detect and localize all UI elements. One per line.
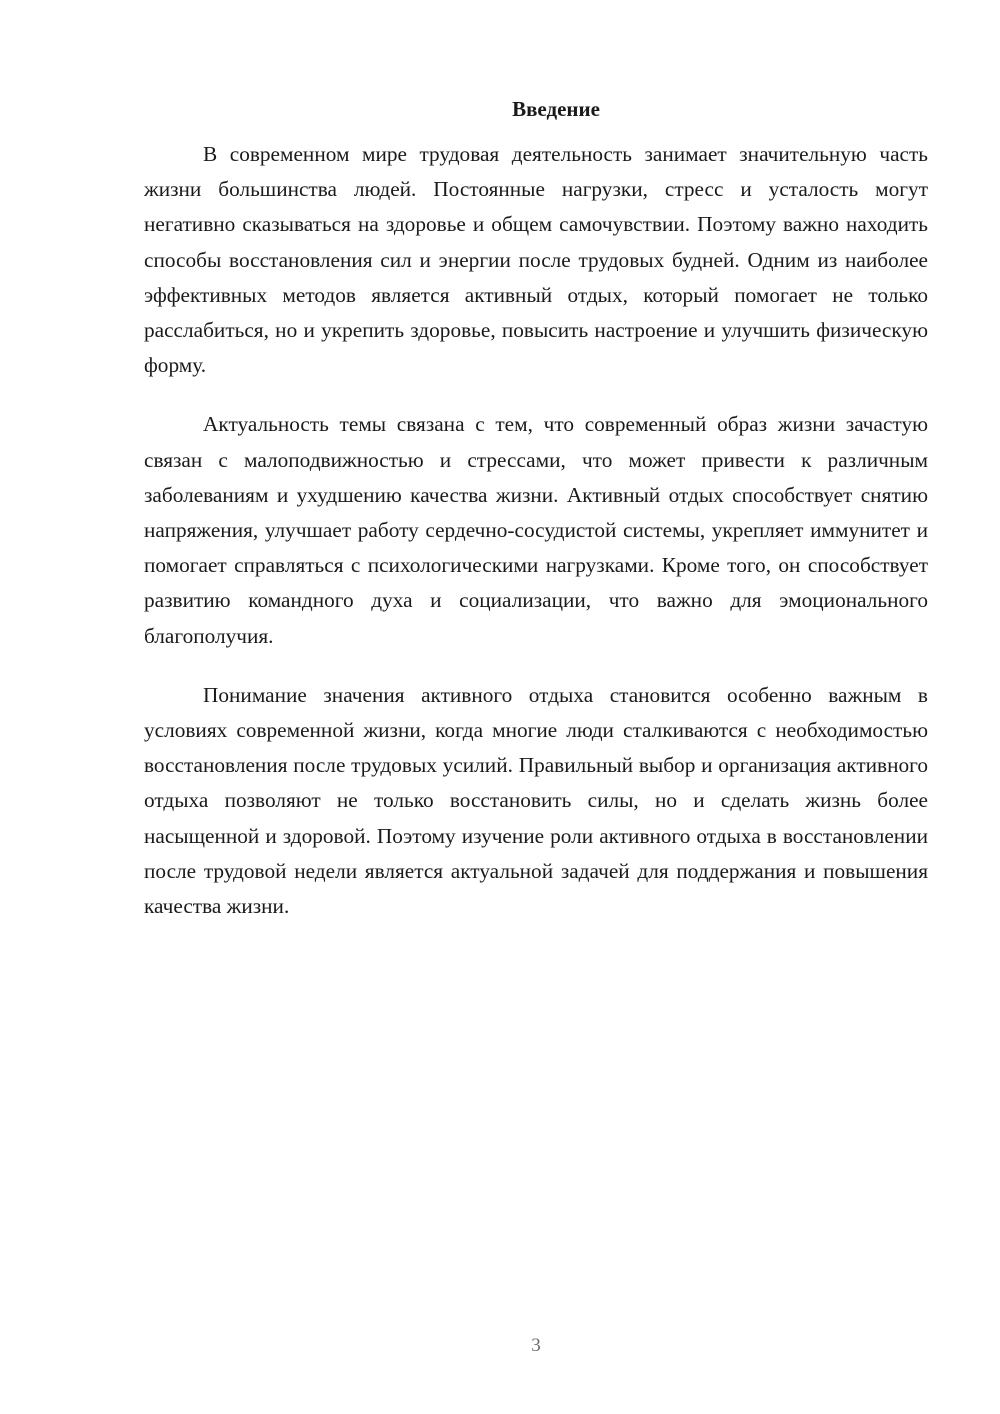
document-body [144, 92, 928, 948]
paragraph-intro: В современном мире трудовая деятельность занимает значительную часть жизни большинства людей. Постоянные нагрузки, стресс и усталость могут негативно сказываться на здоровье и общем самочувствии. Поэтому важно находить способы восстановления сил и энергии после трудовых будней. Одним из наиболее эффективных методов является активный отдых, который помогает не только расслабиться, но и укрепить здоровье, повысить настроение и улучшить физическую форму. [144, 142, 928, 378]
page-number: 3 [531, 1335, 541, 1356]
paragraph-relevance: Актуальность темы связана с тем, что современный образ жизни зачастую связан с малоподвижностью и стрессами, что может привести к различным заболеваниям и ухудшению качества жизни. Активный отдых способствует снятию напряжения, улучшает работу сердечно-сосудистой системы, укрепляет иммунитет и помогает справляться с психологическими нагрузками. Кроме того, он способствует развитию командного духа и социализации, что важно для эмоционального благополучия. [144, 412, 928, 648]
paragraph-understanding: Понимание значения активного отдыха становится особенно важным в условиях современной жизни, когда многие люди сталкиваются с необходимостью восстановления после трудовых усилий. Правильный выбор и организация активного отдыха позволяют не только восстановить силы, но и сделать жизнь более насыщенной и здоровой. Поэтому изучение роли активного отдыха в восстановлении после трудовой недели является актуальной задачей для поддержания и повышения качества жизни. [144, 682, 928, 919]
section-title: Введение [512, 97, 600, 121]
